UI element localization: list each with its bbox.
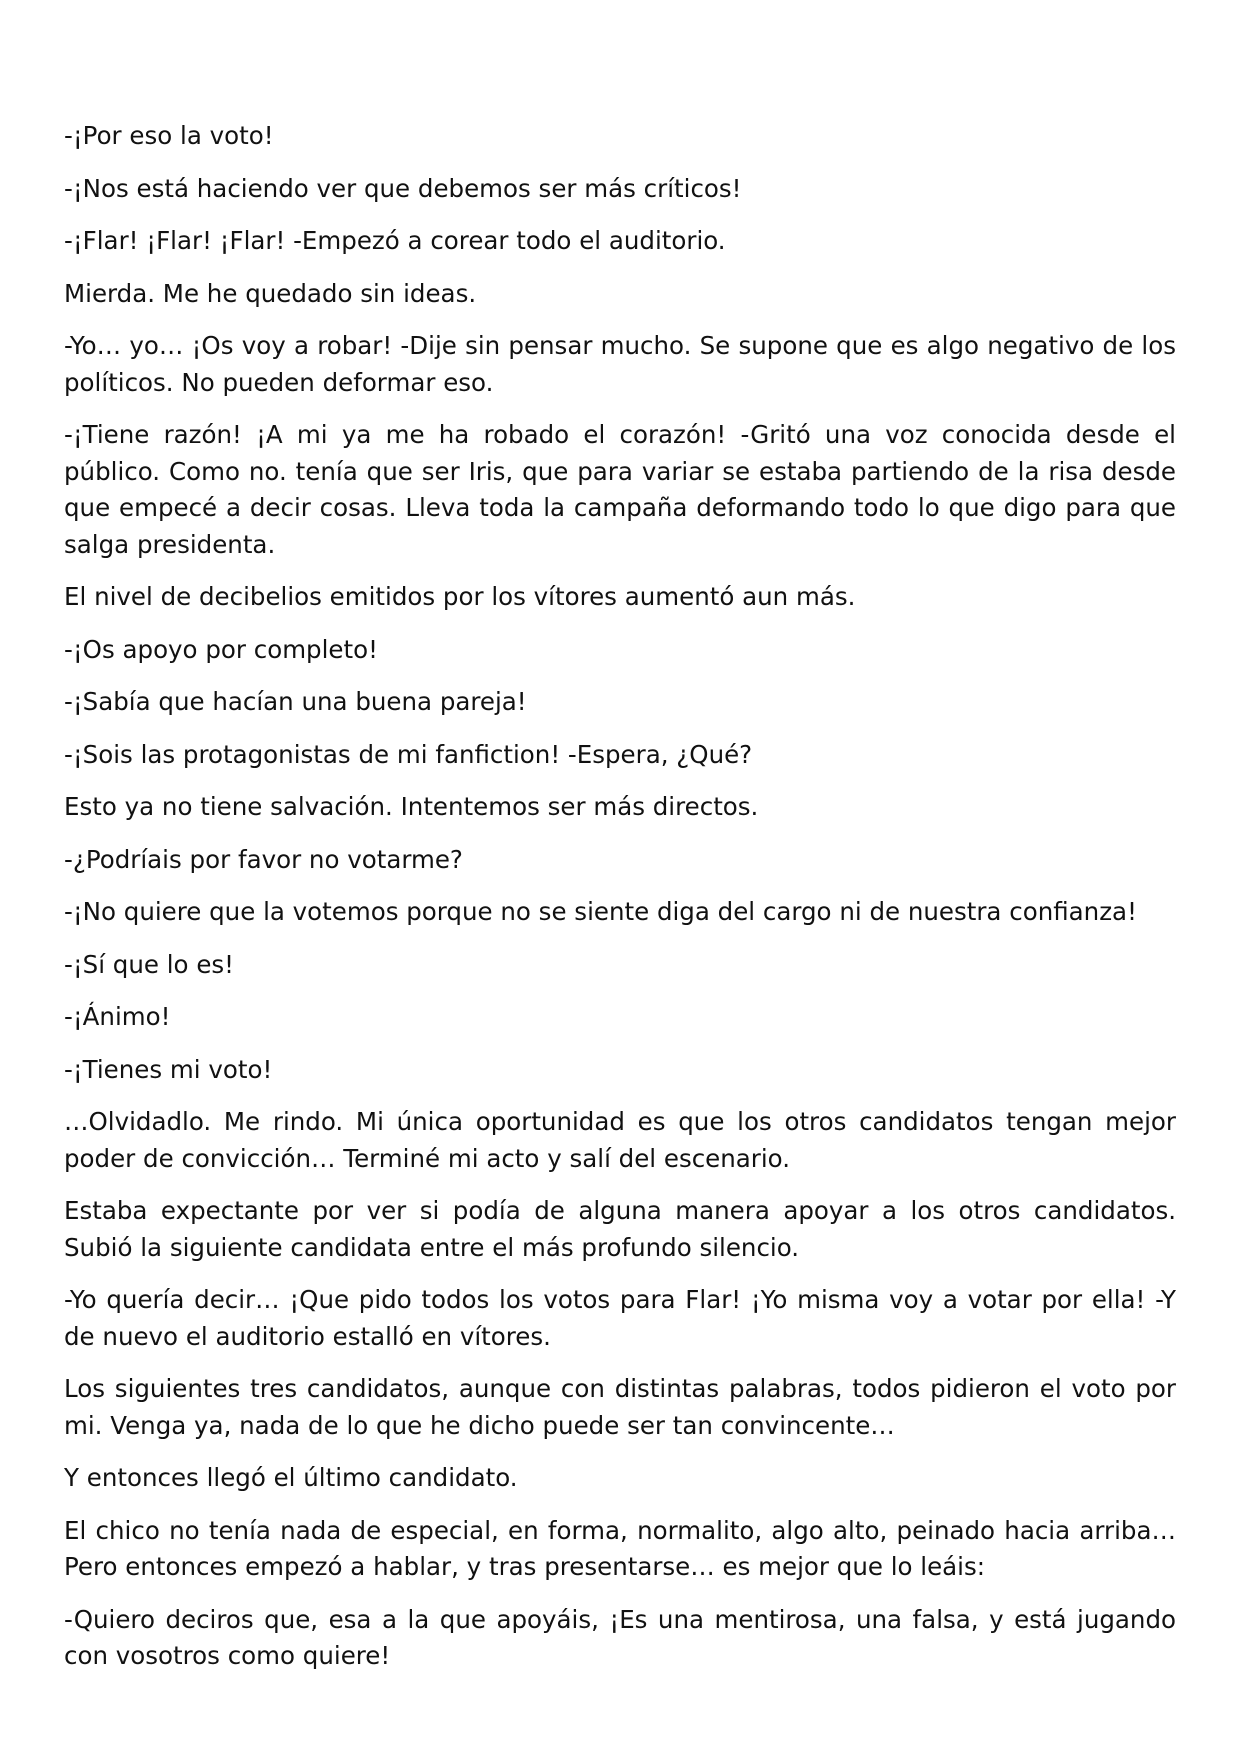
document-page: [64, 118, 1176, 1691]
paragraph: -Yo… yo… ¡Os voy a robar! -Dije sin pensar mucho. Se supone que es algo negativo de los políticos. No pueden deformar eso.: [64, 331, 1176, 397]
paragraph: -¡Por eso la voto!: [64, 121, 274, 150]
paragraph: -¡Sois las protagonistas de mi fanfiction! -Espera, ¿Qué?: [64, 739, 753, 769]
paragraph: -¡Sí que lo es!: [64, 949, 234, 979]
paragraph: -¡Os apoyo por completo!: [64, 634, 378, 664]
paragraph: -¡Ánimo!: [64, 1002, 171, 1031]
paragraph: -¿Podríais por favor no votarme?: [64, 844, 463, 874]
paragraph: -¡Flar! ¡Flar! ¡Flar! -Empezó a corear todo el auditorio.: [64, 226, 726, 255]
paragraph: Estaba expectante por ver si podía de alguna manera apoyar a los otros candidatos. Subió la siguiente candidata entre el más profundo silencio.: [64, 1196, 1176, 1262]
paragraph: Los siguientes tres candidatos, aunque con distintas palabras, todos pidieron el voto por mi. Venga ya, nada de lo que he dicho puede ser tan convincente…: [64, 1374, 1176, 1440]
paragraph: …Olvidadlo. Me rindo. Mi única oportunidad es que los otros candidatos tengan mejor poder de convicción… Terminé mi acto y salí del escenario.: [64, 1107, 1176, 1173]
paragraph: -Yo quería decir… ¡Que pido todos los votos para Flar! ¡Yo misma voy a votar por ella! -Y de nuevo el auditorio estalló en vítores.: [64, 1285, 1176, 1351]
paragraph: -¡Tienes mi voto!: [64, 1054, 273, 1084]
paragraph: El chico no tenía nada de especial, en forma, normalito, algo alto, peinado hacia arriba… Pero entonces empezó a hablar, y tras presentarse… es mejor que lo leáis:: [64, 1515, 1176, 1581]
paragraph: Y entonces llegó el último candidato.: [64, 1463, 518, 1492]
paragraph: -Quiero deciros que, esa a la que apoyáis, ¡Es una mentirosa, una falsa, y está jugando con vosotros como quiere!: [64, 1604, 1176, 1670]
paragraph: -¡Nos está haciendo ver que debemos ser más críticos!: [64, 173, 742, 203]
paragraph: -¡Tiene razón! ¡A mi ya me ha robado el corazón! -Gritó una voz conocida desde el público. Como no. tenía que ser Iris, que para variar se estaba partiendo de la risa desde que empecé a decir cosas. Lleva toda la campaña deformando todo lo que digo para que salga presidenta.: [64, 420, 1176, 559]
paragraph: -¡No quiere que la votemos porque no se siente diga del cargo ni de nuestra confianza!: [64, 897, 1137, 926]
paragraph: El nivel de decibelios emitidos por los vítores aumentó aun más.: [64, 582, 856, 611]
paragraph: Mierda. Me he quedado sin ideas.: [64, 278, 477, 308]
paragraph: -¡Sabía que hacían una buena pareja!: [64, 687, 527, 716]
paragraph: Esto ya no tiene salvación. Intentemos ser más directos.: [64, 792, 759, 821]
